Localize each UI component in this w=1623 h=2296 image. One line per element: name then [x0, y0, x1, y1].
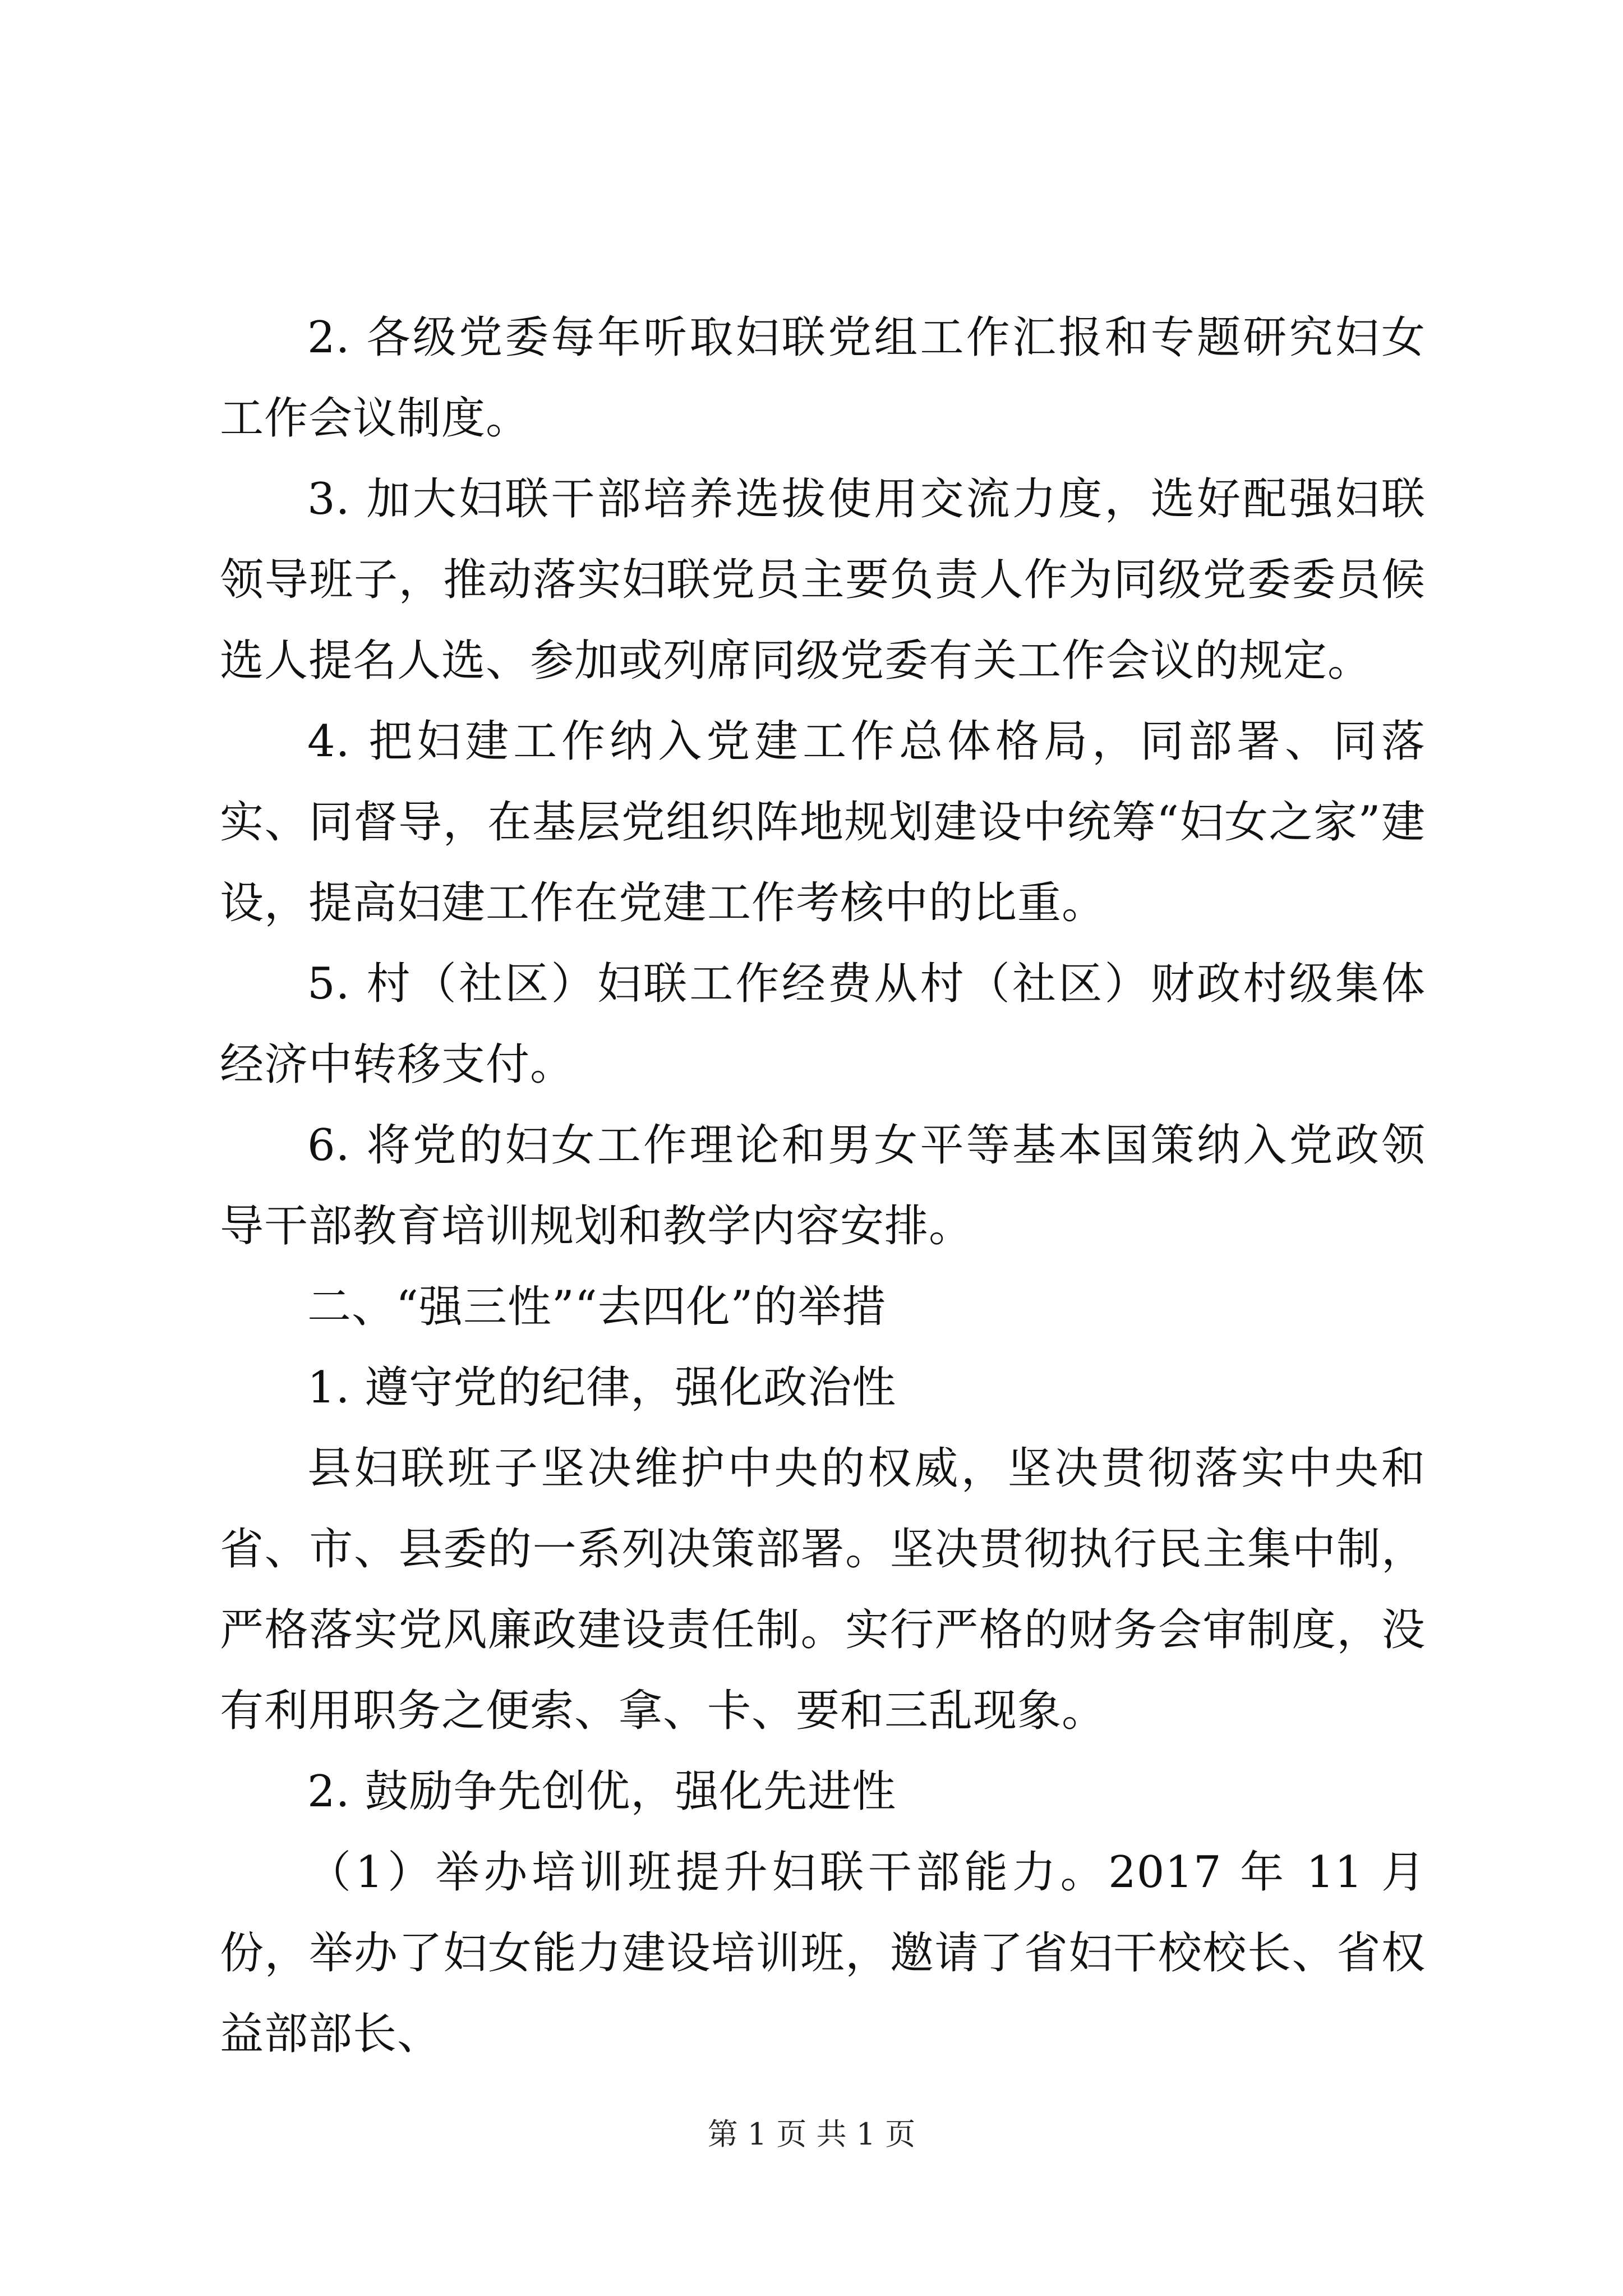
subheading-political: 1. 遵守党的纪律，强化政治性 [307, 1363, 897, 1413]
paragraph-training: （1）举办培训班提升妇联干部能力。2017 年 11 月份，举办了妇女能力建设培训班，邀请了省妇干校校长、省权益部部长、 [220, 1847, 1426, 2059]
paragraph-item-3: 3. 加大妇联干部培养选拔使用交流力度，选好配强妇联领导班子，推动落实妇联党员主要负责人作为同级党委委员候选人提名人选、参加或列席同级党委有关工作会议的规定。 [220, 474, 1426, 686]
paragraph-political-body: 县妇联班子坚决维护中央的权威，坚决贯彻落实中央和省、市、县委的一系列决策部署。坚决贯彻执行民主集中制，严格落实党风廉政建设责任制。实行严格的财务会审制度，没有利用职务之便索、拿、卡、要和三乱现象。 [220, 1443, 1426, 1736]
paragraph-item-4: 4. 把妇建工作纳入党建工作总体格局，同部署、同落实、同督导，在基层党组织阵地规划建设中统筹“妇女之家”建设，提高妇建工作在党建工作考核中的比重。 [220, 716, 1426, 928]
document-body [220, 297, 1426, 2074]
section-heading: 二、“强三性”“去四化”的举措 [307, 1282, 887, 1332]
page-footer: 第 1 页 共 1 页 [707, 2116, 916, 2152]
paragraph-item-2: 2. 各级党委每年听取妇联党组工作汇报和专题研究妇女工作会议制度。 [220, 312, 1426, 444]
subheading-advanced: 2. 鼓励争先创优，强化先进性 [307, 1766, 897, 1817]
paragraph-item-5: 5. 村（社区）妇联工作经费从村（社区）财政村级集体经济中转移支付。 [220, 959, 1426, 1090]
paragraph-item-6: 6. 将党的妇女工作理论和男女平等基本国策纳入党政领导干部教育培训规划和教学内容安排。 [220, 1120, 1426, 1251]
